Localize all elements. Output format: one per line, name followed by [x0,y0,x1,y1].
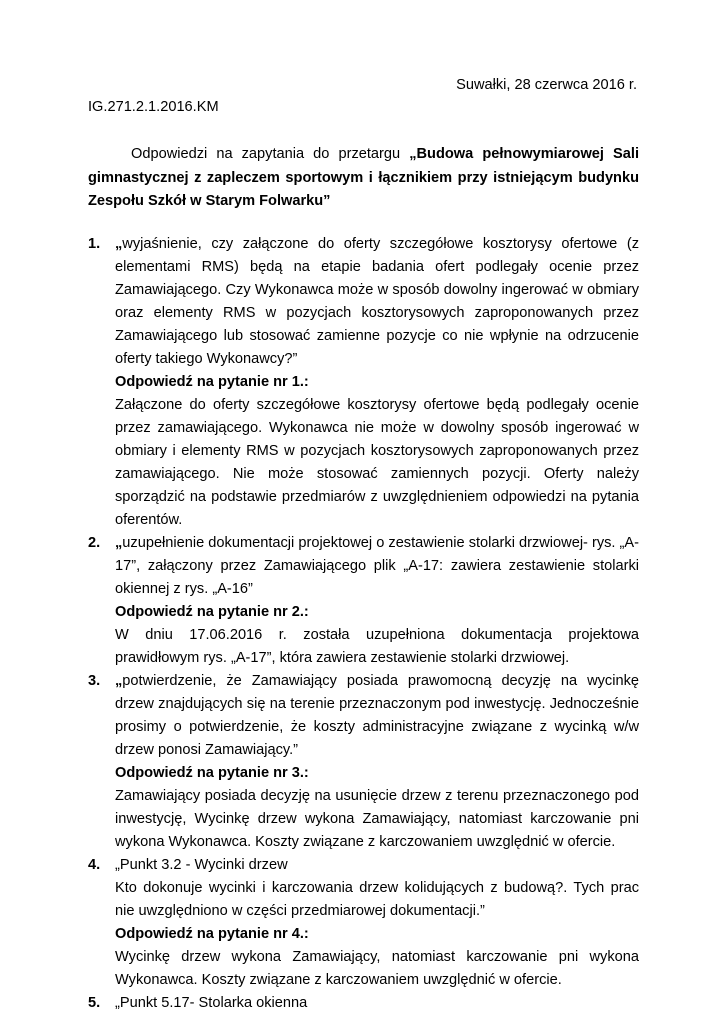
question-text: „uzupełnienie dokumentacji projektowej o zestawienie stolarki drzwiowej- rys. „A-17”, załączony przez Zamawiającego plik „A-17: zawiera zestawienie stolarki okiennej z rys. „A-16” [115,535,639,597]
question-text: „Punkt 3.2 - Wycinki drzew [115,857,288,873]
question-text: „Punkt 5.17- Stolarka okienna [115,995,308,1011]
reference-number: IG.271.2.1.2016.KM [88,99,219,115]
question-text: „wyjaśnienie, czy załączone do oferty szczegółowe kosztorysy ofertowe (z elementami RMS) będą na etapie badania ofert podlegały ocenie przez Zamawiającego. Czy Wykonawca może w sposób dowolny ingerować w obmiary oraz elementy RMS w pozycjach kosztorysowych zaproponowanych przez Zamawiającego lub stosować zamienne pozycje co nie wpłynie na odrzucenie oferty takiego Wykonawcy?” [115,236,639,367]
question-list [88,233,639,1015]
item-number: 4. [88,857,101,873]
item-number: 5. [88,995,101,1011]
item-number: 2. [88,535,101,551]
answer-text: Zamawiający posiada decyzję na usunięcie drzew z terenu przeznaczonego pod inwestycję, Wycinkę drzew wykona Zamawiający, natomiast karczowanie pni wykona Wykonawca. Koszty związane z karczowaniem uwzględnić w ofercie. [115,788,639,850]
question-text: „potwierdzenie, że Zamawiający posiada prawomocną decyzję na wycinkę drzew znajdujących się na terenie przeznaczonym pod inwestycję. Jednocześnie prosimy o potwierdzenie, że koszty administracyjne związane z wycinką w/w drzew ponosi Zamawiający.” [115,673,639,758]
answer-text: Załączone do oferty szczegółowe kosztorysy ofertowe będą podlegały ocenie przez zamawiającego. Wykonawca nie może w dowolny sposób ingerować w obmiary i elementy RMS w pozycjach kosztorysowych zaproponowanych przez zamawiającego. Nie może stosować zamiennych pozycji. Oferty należy sporządzić na podstawie przedmiarów z uwzględnieniem odpowiedzi na pytania oferentów. [115,397,639,528]
item-number: 3. [88,673,101,689]
question-text-continued: Kto dokonuje wycinki i karczowania drzew kolidujących z budową?. Tych prac nie uwzględniono w części przedmiarowej dokumentacji.” [115,880,639,919]
document-date: Suwałki, 28 czerwca 2016 r. [456,77,637,93]
list-item [88,854,639,992]
answer-heading: Odpowiedź na pytanie nr 3.: [115,765,309,781]
answer-heading: Odpowiedź na pytanie nr 2.: [115,604,309,620]
intro-paragraph [88,143,639,214]
list-item [88,233,639,532]
list-item [88,992,639,1015]
answer-heading: Odpowiedź na pytanie nr 4.: [115,926,309,942]
list-item [88,670,639,854]
tender-title: „Budowa pełnowymiarowej Sali gimnastycznej z zapleczem sportowym i łącznikiem przy istniejącym budynku Zespołu Szkół w Starym Folwarku” [88,146,639,209]
answer-text: Wycinkę drzew wykona Zamawiający, natomiast karczowanie pni wykona Wykonawca. Koszty związane z karczowaniem uwzględnić w ofercie. [115,949,639,988]
intro-lead: Odpowiedzi na zapytania do przetargu [131,146,410,162]
item-number: 1. [88,236,101,252]
answer-heading: Odpowiedź na pytanie nr 1.: [115,374,309,390]
answer-text: W dniu 17.06.2016 r. została uzupełniona dokumentacja projektowa prawidłowym rys. „A-17”, która zawiera zestawienie stolarki drzwiowej. [115,627,639,666]
list-item [88,532,639,670]
